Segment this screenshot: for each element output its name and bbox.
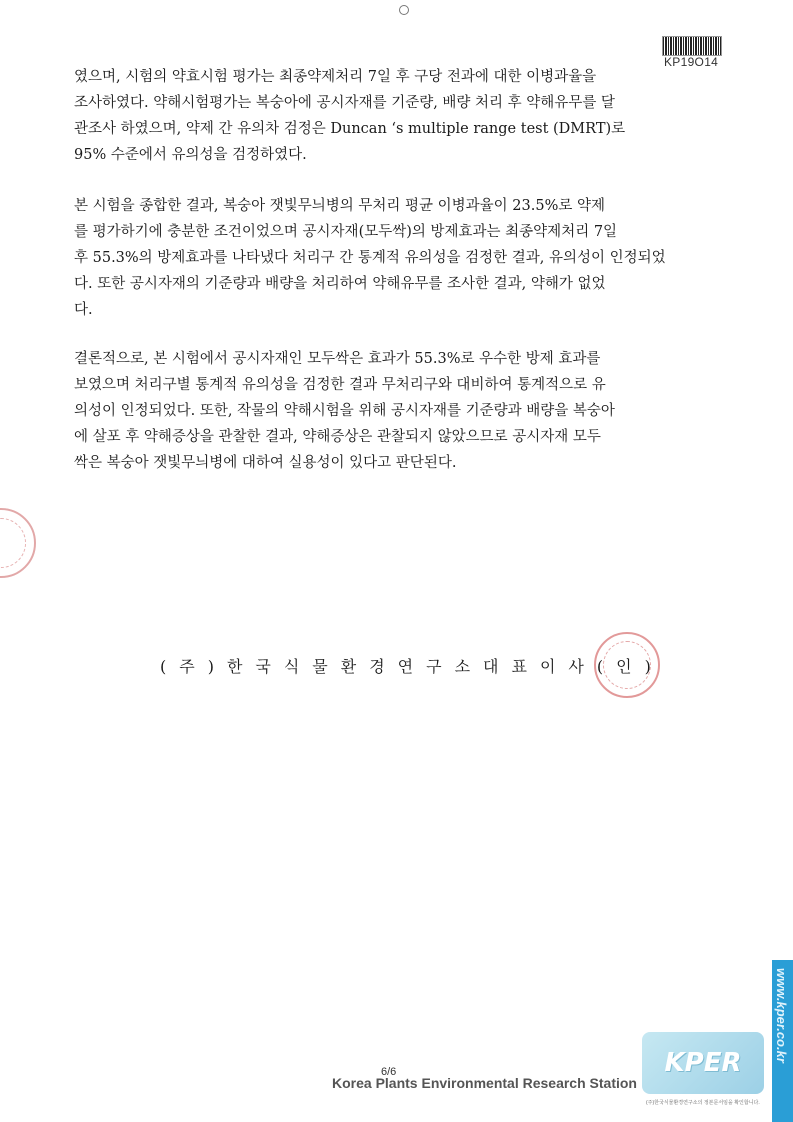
text-line: 95% 수준에서 유의성을 검정하였다. [74,147,307,163]
company-seal-stamp [594,632,660,698]
red-seal-stamp [0,508,36,578]
side-website-stripe [772,960,793,1122]
text-line: 보였으며 처리구별 통계적 유의성을 검정한 결과 무처리구와 대비하여 통계적으로 유 [74,377,606,393]
text-line: 조사하였다. 약해시험평가는 복숭아에 공시자재를 기준량, 배량 처리 후 약해유무를 달 [74,95,615,111]
text-line: 싹은 복숭아 잿빛무늬병에 대하여 실용성이 있다고 판단된다. [74,455,457,471]
company-signature-line: (주)한국식물환경연구소대표이사(인) [160,657,664,676]
website-text: www.kper.co.kr [774,968,789,1063]
page-number: 6/6 [381,1066,397,1078]
text-line: 였으며, 시험의 약효시험 평가는 최종약제처리 7일 후 구당 전과에 대한 이병과율을 [74,69,597,85]
text-line: 다. 또한 공시자재의 기준량과 배량을 처리하여 약해유무를 조사한 결과, 약해가 없었 [74,276,606,292]
kper-logo [642,1032,764,1094]
station-name: Korea Plants Environmental Research Station [332,1075,637,1091]
certification-note: (주)한국식물환경연구소의 정본문서임을 확인합니다. [646,1100,760,1106]
paragraph-conclusion [74,346,722,476]
text-line: 결론적으로, 본 시험에서 공시자재인 모두싹은 효과가 55.3%로 우수한 방제 효과를 [74,351,601,367]
text-line: 를 평가하기에 충분한 조건이었으며 공시자재(모두싹)의 방제효과는 최종약제처리 7일 [74,224,618,240]
text-line: 후 55.3%의 방제효과를 나타냈다 처리구 간 통계적 유의성을 검정한 결과, 유의성이 인정되었 [74,250,666,266]
paragraph-methods [74,64,722,168]
text-line: 의성이 인정되었다. 또한, 작물의 약해시험을 위해 공시자재를 기준량과 배량을 복숭아 [74,403,615,419]
paragraph-results [74,193,722,323]
logo-text: KPER [664,1048,742,1078]
binding-hole-mark [399,5,409,15]
document-code: KP19O14 [664,55,719,69]
text-line: 본 시험을 종합한 결과, 복숭아 잿빛무늬병의 무처리 평균 이병과율이 23.5%로 약제 [74,198,605,214]
text-line: 다. [74,302,93,318]
text-line: 관조사 하였으며, 약제 간 유의차 검정은 Duncan ‘s multiple range test (DMRT)로 [74,121,626,137]
text-line: 에 살포 후 약해증상을 관찰한 결과, 약해증상은 관찰되지 않았으므로 공시자재 모두 [74,429,601,445]
barcode-image [662,36,722,56]
